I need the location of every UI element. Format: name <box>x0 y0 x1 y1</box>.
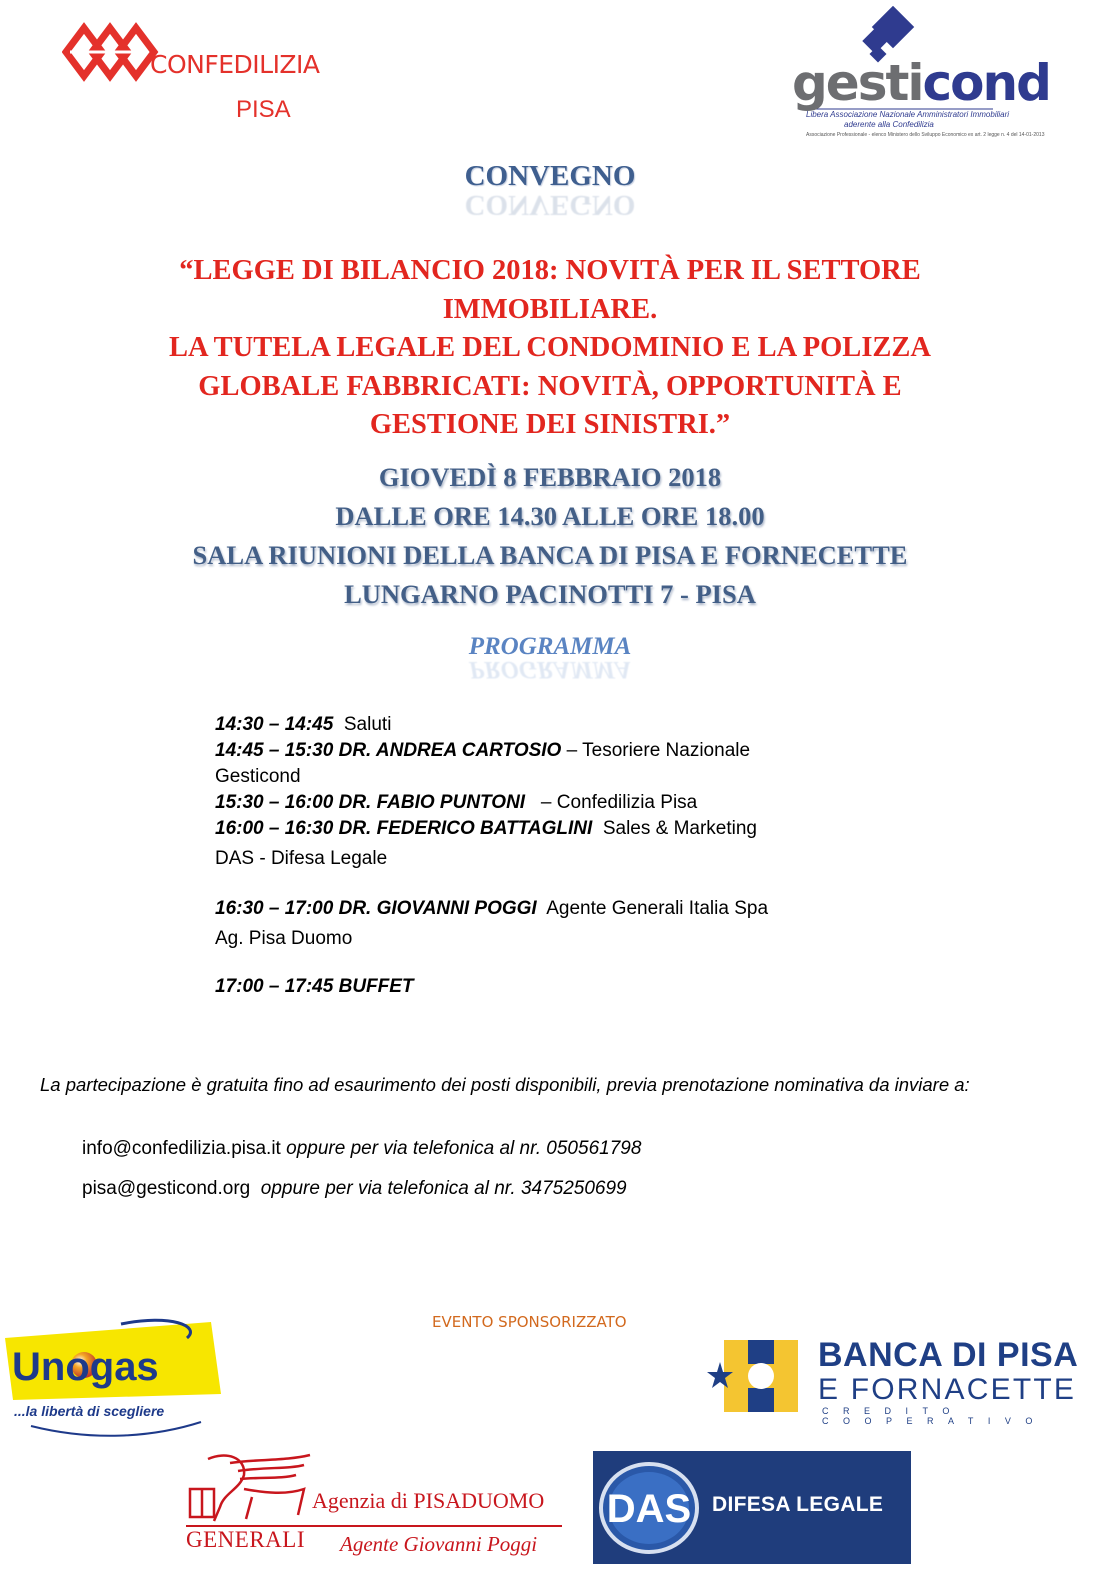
unogas-name <box>12 1345 159 1390</box>
unogas-name-text: Unogas <box>12 1345 159 1389</box>
schedule-text: Ag. Pisa Duomo <box>215 928 353 949</box>
gesticond-name <box>792 54 1050 112</box>
event-venue: SALA RIUNIONI DELLA BANCA DI PISA E FORNECETTE <box>192 540 908 570</box>
schedule-item <box>215 846 915 872</box>
banca-name-line2: E FORNACETTE <box>818 1373 1077 1406</box>
event-time: DALLE ORE 14.30 ALLE ORE 18.00 <box>335 501 765 531</box>
schedule-time: 14:45 – 15:30 DR. ANDREA CARTOSIO <box>215 740 562 761</box>
schedule-time: 14:30 – 14:45 <box>215 714 334 735</box>
schedule-item <box>215 816 915 842</box>
program-heading-reflection: PROGRAMMA <box>468 656 632 683</box>
generali-agency: Agenzia di PISADUOMO <box>312 1488 545 1513</box>
gesticond-subtitle: Libera Associazione Nazionale Amministratori Immobiliari <box>806 110 1010 119</box>
schedule-item <box>215 974 915 1000</box>
title-line: IMMOBILIARE. <box>442 293 658 325</box>
event-address: LUNGARNO PACINOTTI 7 - PISA <box>344 579 756 609</box>
schedule-time: 15:30 – 16:00 DR. FABIO PUNTONI <box>215 792 526 813</box>
contact-email[interactable]: pisa@gesticond.org <box>82 1178 251 1199</box>
gesticond-name-part2: cond <box>922 54 1050 112</box>
schedule-time: 16:30 – 17:00 DR. GIOVANNI POGGI <box>215 898 537 919</box>
schedule-item <box>215 926 915 952</box>
program-schedule <box>215 712 915 1000</box>
das-logo-text: DAS <box>606 1487 692 1531</box>
event-date: GIOVEDÌ 8 FEBBRAIO 2018 <box>378 462 722 492</box>
event-type-heading: CONVEGNO <box>464 160 636 192</box>
schedule-item <box>215 790 915 816</box>
contact-line <box>82 1138 641 1160</box>
das-label: DIFESA LEGALE <box>712 1493 884 1516</box>
schedule-time: 17:00 – 17:45 BUFFET <box>215 976 414 997</box>
unogas-tagline: ...la libertà di scegliere <box>14 1403 165 1419</box>
schedule-text: – Tesoriere Nazionale <box>561 740 751 761</box>
confedilizia-city: PISA <box>236 96 291 123</box>
contact-email[interactable]: info@confedilizia.pisa.it <box>82 1138 281 1159</box>
title-line: “LEGGE DI BILANCIO 2018: NOVITÀ PER IL SETTORE <box>179 255 921 286</box>
title-line: GESTIONE DEI SINISTRI.” <box>369 409 731 440</box>
confedilizia-name: CONFEDILIZIA <box>150 50 320 79</box>
schedule-item <box>215 712 915 738</box>
participation-note: La partecipazione è gratuita fino ad esaurimento dei posti disponibili, previa prenotazione nominativa da inviare a: <box>40 1074 970 1095</box>
schedule-text: – Confedilizia Pisa <box>525 792 698 813</box>
gesticond-registration: Associazione Professionale - elenco Ministero dello Sviluppo Economico ex art. 2 legge n. 4 del 14-01-2013 <box>806 132 1045 138</box>
schedule-text: Sales & Marketing <box>592 818 758 839</box>
banca-di-pisa-logo-mark <box>706 1336 811 1416</box>
generali-agent: Agente Giovanni Poggi <box>340 1532 538 1556</box>
event-details <box>0 458 1100 614</box>
title-line: GLOBALE FABBRICATI: NOVITÀ, OPPORTUNITÀ E <box>198 370 902 402</box>
schedule-text: DAS - Difesa Legale <box>215 848 388 869</box>
schedule-item <box>215 764 915 790</box>
schedule-item <box>215 738 915 764</box>
generali-name: GENERALI <box>186 1527 305 1552</box>
schedule-time: 16:00 – 16:30 DR. FEDERICO BATTAGLINI <box>215 818 593 839</box>
gesticond-name-part1: gesti <box>792 54 923 112</box>
schedule-text: Saluti <box>333 714 392 735</box>
event-type-reflection: CONVEGNO <box>464 189 636 221</box>
sponsored-label: EVENTO SPONSORIZZATO <box>432 1313 627 1331</box>
contact-phone-text: oppure per via telefonica al nr. 3475250699 <box>250 1178 627 1199</box>
contact-line <box>82 1178 627 1200</box>
schedule-text: Agente Generali Italia Spa <box>536 898 769 919</box>
program-heading: PROGRAMMA <box>468 633 632 660</box>
das-logo <box>597 1458 702 1558</box>
title-line: LA TUTELA LEGALE DEL CONDOMINIO E LA POLIZZA <box>168 332 932 363</box>
banca-name-line3: CREDITO COOPERATIVO <box>822 1406 1047 1426</box>
gesticond-affiliation: aderente alla Confedilizia <box>844 120 934 129</box>
schedule-text: Gesticond <box>215 766 301 787</box>
contact-phone-text: oppure per via telefonica al nr. 050561798 <box>280 1138 642 1159</box>
banca-name-line1: BANCA DI PISA <box>818 1336 1079 1374</box>
event-title <box>0 252 1100 445</box>
schedule-item <box>215 896 915 922</box>
